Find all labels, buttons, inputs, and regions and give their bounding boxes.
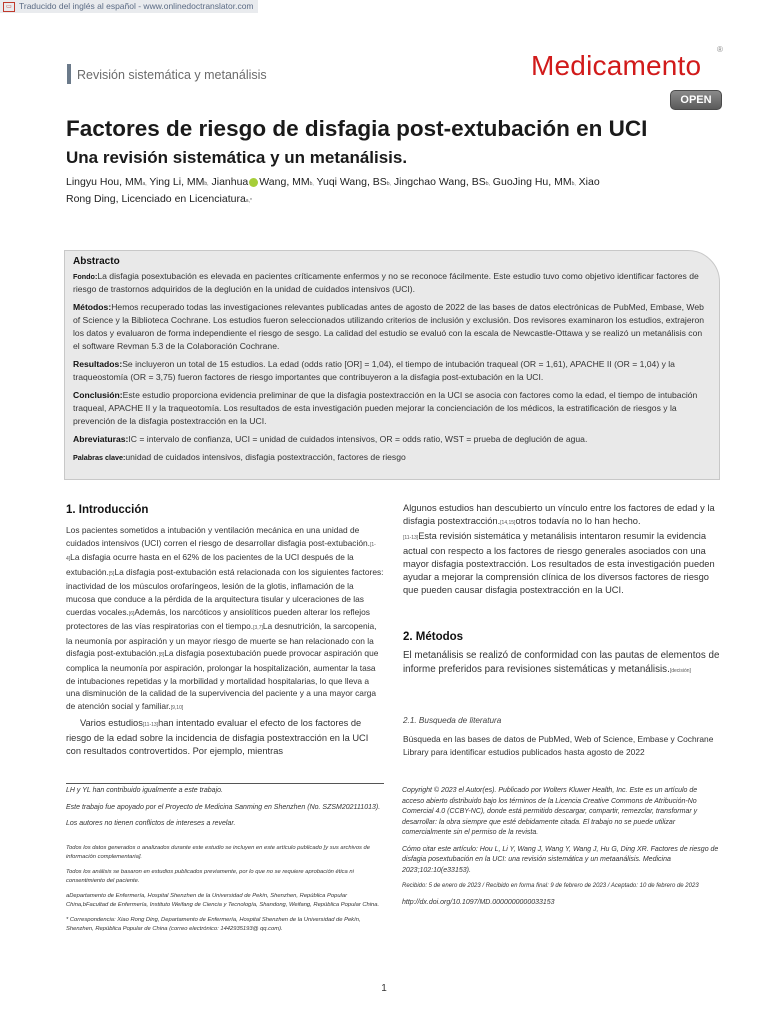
- author-list: [66, 175, 606, 209]
- author-text: Wang, MM: [259, 176, 310, 188]
- body-text: otros todavía no lo han hecho.: [515, 516, 641, 526]
- body-text: Algunos estudios han descubierto un vínculo entre los factores de edad y la disfagia postextracción.: [403, 503, 715, 526]
- affiliation-mark: b,: [485, 181, 490, 187]
- body-text: La disfagia ocurre hasta en el 62% de los pacientes de la UCI después de la extubación.: [66, 552, 354, 577]
- abstract-label: Resultados:: [73, 359, 123, 369]
- citation-ref[interactable]: [1-4]: [66, 541, 376, 563]
- abstract-label: Palabras clave:: [73, 453, 126, 462]
- intro-continuation: [403, 502, 723, 597]
- citation-ref[interactable]: [3,7]: [253, 625, 263, 632]
- abstract-results: [73, 358, 711, 384]
- abstract-text: Hemos recuperado todas las investigaciones relevantes publicadas antes de agosto de 2022 de las bases de datos electrónicas de PubMed, Embase, Web of Science y la Biblioteca Cochrane. Los estudios fueron seleccionados utilizando criterios de inclusión y exclusión. Dos revisores examinaron los estudios, extrajeron los datos y evaluaron de forma independiente el riesgo de sesgo. La calidad del estudio se evaluó con la escala de Newcastle-Ottawa y se realizó un metanálisis con el software Revman 5.3 de la Colaboración Cochrane.: [73, 302, 705, 351]
- abstract-text: Este estudio proporciona evidencia preliminar de que la disfagia postextracción en la UCI se asocia con factores como la edad, el tiempo de intubación traqueal, APACHE II y la traqueotomía. Los resultados de esta investigación pueden mejorar la concienciación de los médicos, la estratificación de riesgos y la prevención de la disfagia postextracción en la UCI.: [73, 390, 698, 426]
- body-text: La desnutrición, la sarcopenia, la neumonía por aspiración y un mayor riesgo de muerte se han relacionado con la disfagia post-extubación.: [66, 621, 377, 659]
- author-text: Yuqi Wang, BS: [313, 176, 387, 188]
- abstract-background: [73, 270, 711, 296]
- left-footnotes: [66, 786, 384, 836]
- citation-ref[interactable]: [9,10]: [170, 704, 184, 711]
- orcid-icon[interactable]: [249, 178, 258, 187]
- body-text: Los pacientes sometidos a intubación y ventilación mecánica en una unidad de cuidados intensivos (UCI) corren el riesgo de desarrollar disfagia post-extubación.: [66, 525, 370, 548]
- intro-heading: 1. Introducción: [66, 504, 149, 516]
- body-text: Además, los narcóticos y ansiolíticos pueden alterar los reflejos protectores de las vías respiratorias con el tiempo.: [66, 606, 370, 632]
- citation-ref[interactable]: [8]: [158, 652, 165, 659]
- article-title: Factores de riesgo de disfagia post-extubación en UCI: [66, 116, 648, 141]
- page-number: 1: [381, 983, 387, 994]
- abstract-conclusion: [73, 389, 711, 428]
- abstract-text: Se incluyeron un total de 15 estudios. La edad (odds ratio [OR] = 1,04), el tiempo de intubación traqueal (OR = 1,61), APACHE II (OR = 1,04) y la traqueostomía (OR = 3,75) fueron factores de riesgo importantes que contribuyeron a la disfagia post-extubación en la UCI.: [73, 359, 675, 382]
- publication-dates: Recibido: 5 de enero de 2023 / Recibido en forma final: 9 de febrero de 2023 / Aceptado: 10 de febrero de 2023: [402, 883, 699, 889]
- citation-ref[interactable]: [11-13]: [142, 722, 159, 728]
- author-text: Rong Ding, Licenciado en Licenciatura: [66, 193, 246, 205]
- body-text: Varios estudios: [80, 718, 143, 728]
- author-text: GuoJing Hu, MM: [489, 176, 572, 188]
- author-text: Jingchao Wang, BS: [390, 176, 486, 188]
- footnote: aDepartamento de Enfermería, Hospital Shenzhen de la Universidad de Pekín, Shenzhen, República Popular China,bFacultad de Enfermería, Instituto Weifang de Ciencia y Tecnología, Shandong, Weifang, República Popular China.: [66, 893, 380, 908]
- abstract-label: Abreviaturas:: [73, 434, 129, 444]
- author-text: Ying Li, MM: [146, 176, 205, 188]
- translation-banner-text: Traducido del inglés al español - www.onlinedoctranslator.com: [19, 1, 254, 11]
- citation-ref[interactable]: [11-13]: [403, 535, 419, 541]
- footnote-divider: [66, 783, 384, 784]
- abstract-methods: [73, 301, 711, 353]
- open-access-badge: OPEN: [670, 90, 722, 110]
- abstract-text: unidad de cuidados intensivos, disfagia postextracción, factores de riesgo: [125, 452, 406, 462]
- footnote: * Correspondencia: Xiao Rong Ding, Departamento de Enfermería, Hospital Shenzhen de la Universidad de Pekín, Shenzhen, República Popular de China (correo electrónico: 1442935193@ qq.com).: [66, 917, 361, 932]
- journal-logo: Medicamento: [531, 50, 702, 81]
- citation-ref[interactable]: [6]: [128, 610, 135, 617]
- author-text: Jianhua: [208, 176, 249, 188]
- abstract-box: [64, 250, 720, 480]
- abstract-text: La disfagia posextubación es elevada en pacientes críticamente enfermos y no se reconoce fácilmente. Este estudio tuvo como objetivo identificar factores de riesgo de trastornos adquiridos de la deglución en la unidad de cuidados intensivos (UCI).: [73, 271, 699, 294]
- footnote: Los autores no tienen conflictos de intereses a revelar.: [66, 820, 236, 827]
- affiliation-mark: b,: [386, 181, 391, 187]
- abstract-abbreviations: [73, 433, 711, 446]
- abstract-label: Fondo:: [73, 272, 98, 281]
- search-subheading: 2.1. Busqueda de literatura: [403, 716, 502, 725]
- left-footnotes-small: [66, 844, 384, 940]
- author-text: Xiao: [575, 176, 600, 188]
- search-paragraph: Búsqueda en las bases de datos de PubMed, Web of Science, Embase y Cochrane Library para identificar estudios publicados hasta agosto de 2022: [403, 734, 714, 757]
- body-text: El metanálisis se realizó de conformidad con las pautas de elementos de informe preferidos para revisiones sistemáticas y metanálisis.: [403, 650, 720, 675]
- footnote: Todos los análisis se basaron en estudios publicados previamente, por lo que no se requiere aprobación ética ni consentimiento del paciente.: [66, 869, 354, 884]
- affiliation-mark: a,*: [245, 198, 252, 204]
- footnote: Todos los datos generados o analizados durante este estudio se incluyen en este artículo publicado [y sus archivos de información complementaria].: [66, 845, 370, 860]
- body-text: La disfagia posextubación puede provocar aspiración que complica la neumonía por aspiración, prolongar la hospitalización, aumentar la tasa de intubaciones repetidas y la morbilidad y mortalidad hospitalarias, lo que lleva a una disminución de la calidad de la supervivencia del paciente y a una mayor carga de atención social y familiar.: [66, 648, 379, 711]
- abstract-text: IC = intervalo de confianza, UCI = unidad de cuidados intensivos, OR = odds ratio, WST = prueba de deglución de agua.: [128, 434, 588, 444]
- footnote: Este trabajo fue apoyado por el Proyecto de Medicina Sanming en Shenzhen (No. SZSM202111013).: [66, 803, 381, 811]
- abstract-keywords: [73, 451, 711, 464]
- affiliation-mark: b,: [309, 181, 314, 187]
- translation-banner[interactable]: [0, 0, 258, 13]
- section-tag: Revisión sistemática y metanálisis: [67, 64, 267, 84]
- doi-link[interactable]: http://dx.doi.org/10.1097/MD.0000000000033153: [402, 898, 555, 906]
- citation-ref[interactable]: [decisión]: [669, 667, 691, 674]
- body-text: La disfagia post-extubación está relacionada con los siguientes factores: inactividad de los músculos orofaríngeos, lesión de la glotis, inflamación de la mucosa que conduce a la pérdida de la arquitectura tisular y ulceraciones de las cuerdas vocales.: [66, 566, 384, 617]
- body-text: Esta revisión sistemática y metanálisis intentaron resumir la evidencia actual con respecto a los factores de riesgo generales asociados con una mayor disfagia postextracción. Los resultados de esta investigación pueden ayudar a mejorar la comprensión clínica de los diversos factores de riesgo que pueden causar disfagia postextracción en la UCI.: [403, 531, 715, 595]
- registered-mark: ®: [717, 45, 723, 54]
- affiliation-mark: a,: [142, 181, 147, 187]
- copyright-notice: Copyright © 2023 el Autor(es). Publicado por Wolters Kluwer Health, Inc. Este es un artículo de acceso abierto distribuido bajo los términos de la Licencia Creative Commons de Atribución-No Comercial 4.0 (CCBY-NC), donde está permitido descargar, compartir, remezclar, transformar y desarrollar: la obra siempre que esté debidamente citada. El trabajo no se puede utilizar comercialmente sin el permiso de la revista.: [402, 787, 698, 836]
- citation-ref[interactable]: [5]: [108, 570, 115, 577]
- body-text: han intentado evaluar el efecto de los factores de riesgo de la edad sobre la incidencia de disfagia postextracción en la UCI con resultados controvertidos. Por ejemplo, mientras: [66, 718, 369, 756]
- citation-notice: Cómo citar este artículo: Hou L, Li Y, Wang J, Wang Y, Wang J, Hu G, Ding XR. Factores de riesgo de disfagia posextubación en la UCI: una revisión sistemática y un metaanálisis. Medicina 2023;102:10(e33153).: [402, 845, 719, 874]
- methods-heading: 2. Métodos: [403, 631, 464, 643]
- right-footnotes: [402, 786, 720, 914]
- translate-icon: ▭: [3, 2, 15, 12]
- abstract-heading: Abstracto: [73, 256, 120, 267]
- methods-paragraph: [403, 649, 723, 678]
- intro-paragraph-2: [66, 717, 384, 758]
- citation-ref[interactable]: [14,15]: [500, 520, 516, 526]
- affiliation-mark: b,: [571, 181, 576, 187]
- footnote: LH y YL han contribuido igualmente a este trabajo.: [66, 787, 223, 794]
- intro-paragraph: [66, 524, 384, 714]
- abstract-label: Métodos:: [73, 302, 112, 312]
- abstract-label: Conclusión:: [73, 390, 123, 400]
- affiliation-mark: b,: [204, 181, 209, 187]
- article-subtitle: Una revisión sistemática y un metanálisis.: [66, 148, 408, 167]
- author-text: Lingyu Hou, MM: [66, 176, 143, 188]
